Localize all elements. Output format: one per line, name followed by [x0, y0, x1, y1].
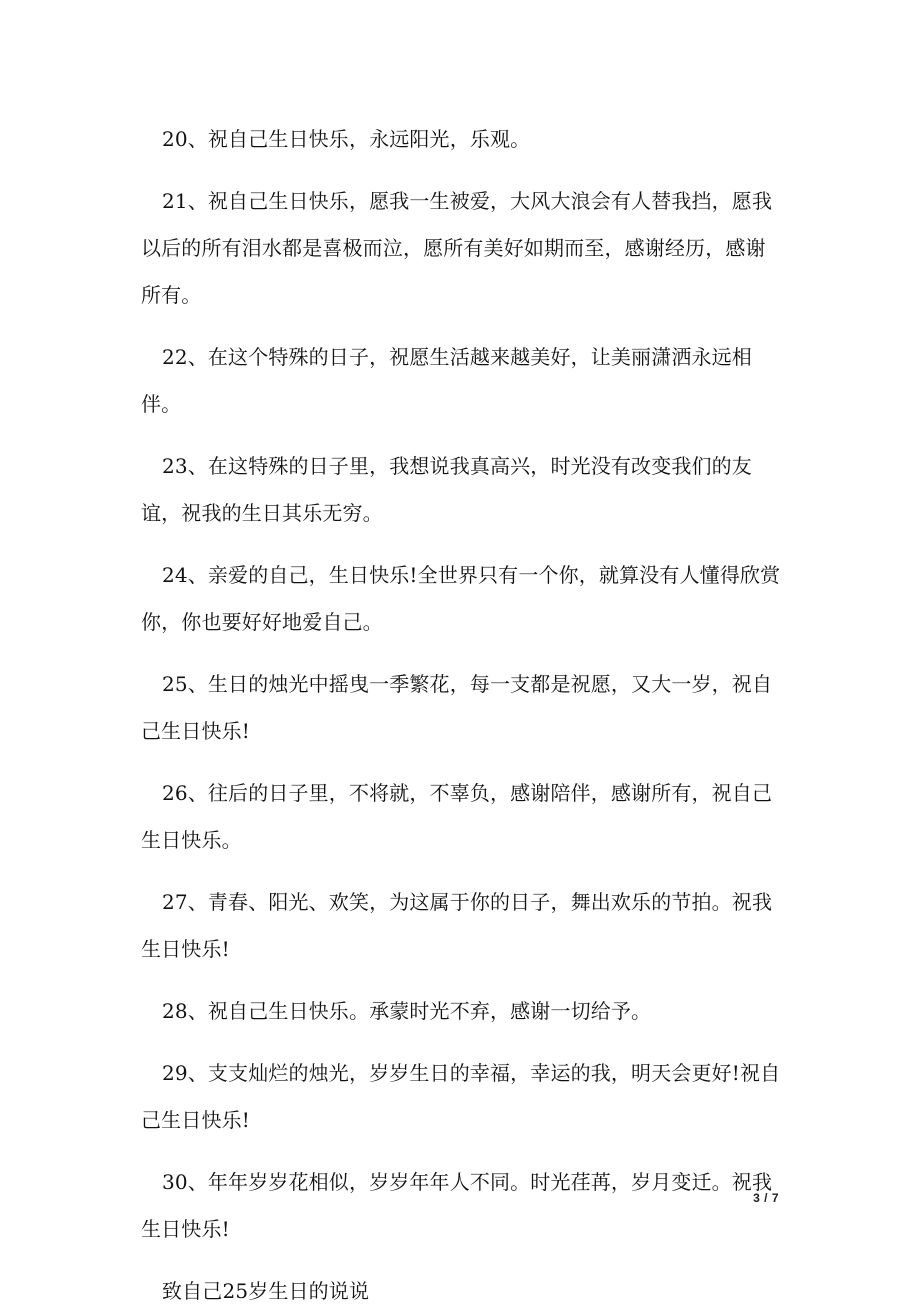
paragraph-22: 22、在这个特殊的日子，祝愿生活越来越美好，让美丽潇洒永远相伴。: [141, 345, 752, 416]
paragraph-29: 29、支支灿烂的烛光，岁岁生日的幸福，幸运的我，明天会更好!祝自己生日快乐!: [141, 1061, 781, 1132]
document-body: [141, 116, 781, 1315]
paragraph-20: 20、祝自己生日快乐，永远阳光，乐观。: [162, 127, 531, 151]
paragraph-24: 24、亲爱的自己，生日快乐!全世界只有一个你，就算没有人懂得欣赏你，你也要好好地爱自己。: [141, 563, 781, 634]
page-number: 3 / 7: [753, 1191, 779, 1205]
paragraph-26: 26、往后的日子里，不将就，不辜负，感谢陪伴，感谢所有，祝自己生日快乐。: [141, 781, 773, 852]
paragraph-23: 23、在这特殊的日子里，我想说我真高兴，时光没有改变我们的友谊，祝我的生日其乐无穷。: [141, 454, 752, 525]
paragraph-27: 27、青春、阳光、欢笑，为这属于你的日子，舞出欢乐的节拍。祝我生日快乐!: [141, 890, 773, 961]
paragraph-21: 21、祝自己生日快乐，愿我一生被爱，大风大浪会有人替我挡，愿我以后的所有泪水都是喜极而泣，愿所有美好如期而至，感谢经历，感谢所有。: [141, 189, 773, 307]
paragraph-30: 30、年年岁岁花相似，岁岁年年人不同。时光荏苒，岁月变迁。祝我生日快乐!: [141, 1170, 773, 1241]
paragraph-28: 28、祝自己生日快乐。承蒙时光不弃，感谢一切给予。: [162, 999, 652, 1023]
section-title: 致自己25岁生日的说说: [162, 1279, 370, 1303]
paragraph-25: 25、生日的烛光中摇曳一季繁花，每一支都是祝愿，又大一岁，祝自己生日快乐!: [141, 672, 773, 743]
